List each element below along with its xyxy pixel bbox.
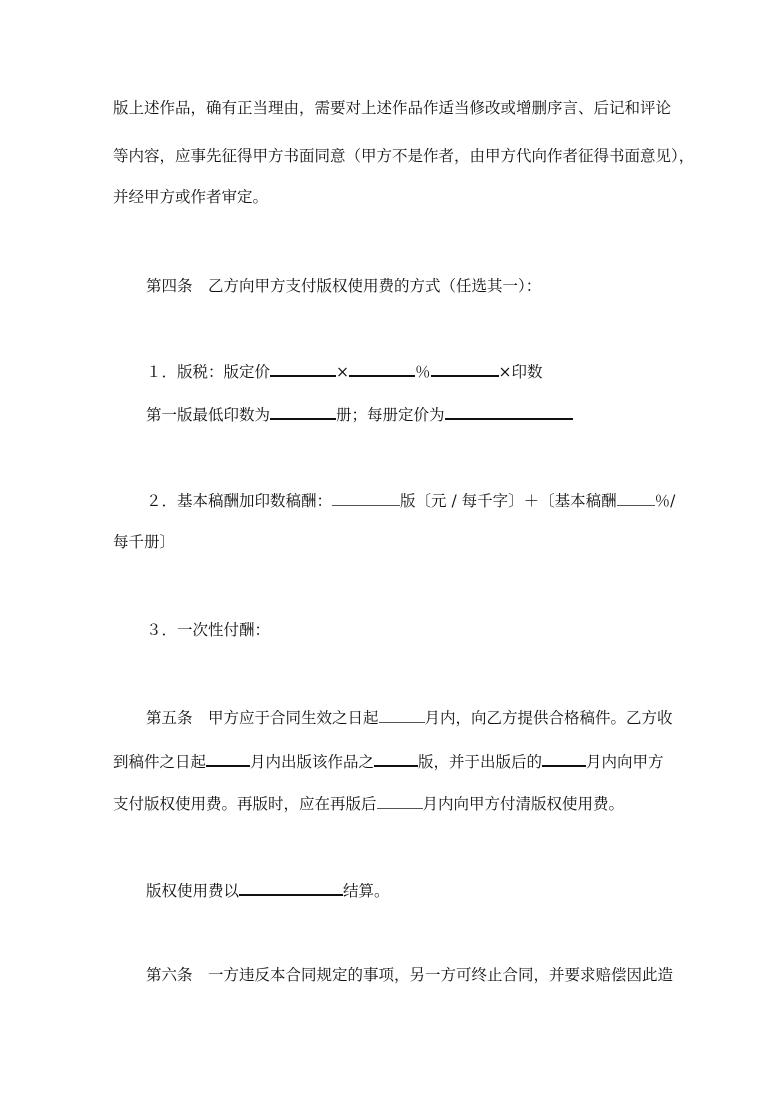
blank-field[interactable] (431, 359, 499, 377)
blank-field[interactable] (270, 402, 336, 420)
blank-field[interactable] (445, 402, 573, 420)
item-2-line-2: 每千册〕 (113, 533, 176, 551)
article-5-line-2 (113, 749, 664, 772)
settlement-text: 版权使用费以 (146, 882, 240, 900)
article-5-text: 月内向甲方付清版权使用费。 (422, 795, 625, 813)
blank-field[interactable] (239, 878, 343, 896)
article-6-line-1: 第六条 一方违反本合同规定的事项，另一方可终止合同，并要求赔偿因此造 (146, 966, 674, 984)
blank-field[interactable] (379, 706, 425, 723)
item-1-line-2 (146, 402, 573, 425)
item-2-end: ％/ (654, 492, 676, 510)
min-print-label: 第一版最低印数为 (146, 406, 271, 424)
times-sign: × (336, 363, 350, 381)
article-5-line-1 (146, 706, 673, 728)
settlement-line (146, 878, 390, 901)
article-5-text: 第五条 甲方应于合同生效之日起 (146, 709, 379, 727)
article-5-text: 到稿件之日起 (113, 753, 207, 771)
blank-field[interactable] (332, 489, 400, 506)
blank-field[interactable] (377, 792, 423, 809)
article-4-heading: 第四条 乙方向甲方支付版权使用费的方式（任选其一）： (146, 277, 542, 295)
item-2-label: ２．基本稿酬加印数稿酬： (146, 492, 333, 510)
article-5-text: 月内，向乙方提供合格稿件。乙方收 (424, 709, 673, 727)
item-1-royalty (146, 359, 543, 382)
blank-field[interactable] (617, 489, 655, 506)
article-5-text: 月内出版该作品之 (250, 753, 375, 771)
article-5-text: 月内向甲方 (586, 753, 664, 771)
paragraph-line: 并经甲方或作者审定。 (113, 188, 269, 206)
blank-field[interactable] (270, 359, 336, 377)
settlement-text: 结算。 (343, 882, 390, 900)
article-5-text: 版，并于出版后的 (418, 753, 543, 771)
paragraph-line: 等内容，应事先征得甲方书面同意（甲方不是作者，由甲方代向作者征得书面意见）， (113, 147, 695, 165)
article-5-line-3 (113, 792, 624, 814)
article-5-text: 支付版权使用费。再版时，应在再版后 (113, 795, 377, 813)
paragraph-line: 版上述作品，确有正当理由，需要对上述作品作适当修改或增删序言、后记和评论 (113, 99, 672, 117)
item-2-basic-fee (146, 489, 675, 511)
price-label: 册；每册定价为 (336, 406, 445, 424)
item-2-mid: 版〔元 / 每千字〕＋〔基本稿酬 (400, 492, 617, 510)
item-3-lump-sum: ３．一次性付酬： (146, 621, 271, 639)
blank-field[interactable] (349, 359, 415, 377)
item-1-end: ×印数 (498, 363, 543, 381)
blank-field[interactable] (374, 749, 418, 767)
blank-field[interactable] (206, 749, 250, 767)
item-1-label: １．版税：版定价 (146, 363, 271, 381)
blank-field[interactable] (542, 749, 586, 767)
percent-sign: ％ (415, 363, 431, 381)
